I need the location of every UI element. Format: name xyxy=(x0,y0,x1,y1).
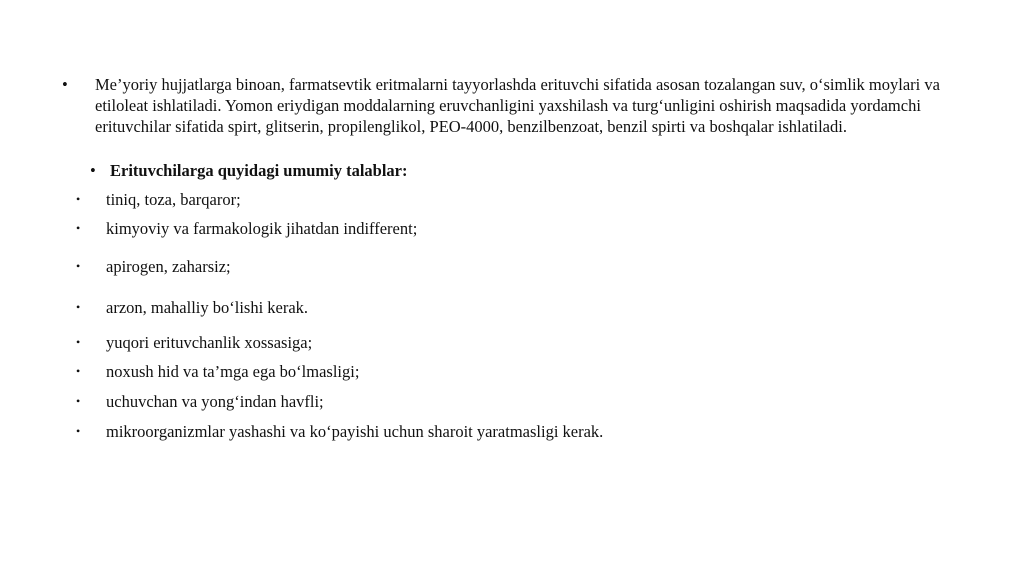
intro-text: Me’yoriy hujjatlarga binoan, farmatsevtik eritmalarni tayyorlashda erituvchi sifatida asosan tozalangan suv, o‘simlik moylari va etiloleat ishlatiladi. Yomon eriydigan moddalarning eruvchanligini yaxshilash va turg‘unligini oshirish maqsadida yordamchi erituvchilar sifatida spirt, glitserin, propilenglikol, PEO-4000, benzilbenzoat, benzil spirti va boshqalar ishlatiladi. xyxy=(95,75,940,136)
requirement-item xyxy=(76,361,359,382)
requirement-item xyxy=(76,421,603,442)
requirement-text: uchuvchan va yong‘indan havfli; xyxy=(106,392,324,411)
intro-paragraph xyxy=(62,74,952,137)
requirements-heading-text: Erituvchilarga quyidagi umumiy talablar: xyxy=(110,161,408,180)
bullet-icon: • xyxy=(76,221,81,235)
requirement-text: kimyoviy va farmakologik jihatdan indifferent; xyxy=(106,219,418,238)
bullet-icon: • xyxy=(62,75,68,94)
requirement-item xyxy=(76,332,312,353)
bullet-icon: • xyxy=(76,192,81,206)
bullet-icon: • xyxy=(76,335,81,349)
requirement-text: yuqori erituvchanlik xossasiga; xyxy=(106,333,313,352)
requirement-text: tiniq, toza, barqaror; xyxy=(106,190,241,209)
bullet-icon: • xyxy=(76,300,81,314)
intro-list xyxy=(62,74,952,137)
bullet-icon: • xyxy=(76,394,81,408)
requirement-item xyxy=(76,256,231,277)
requirement-text: arzon, mahalliy bo‘lishi kerak. xyxy=(106,298,309,317)
bullet-icon: • xyxy=(76,424,81,438)
requirements-heading xyxy=(90,160,407,181)
requirement-item xyxy=(76,391,324,412)
requirement-item xyxy=(76,218,417,239)
requirement-item xyxy=(76,297,308,318)
bullet-icon: • xyxy=(90,161,96,180)
requirement-text: apirogen, zaharsiz; xyxy=(106,257,231,276)
bullet-icon: • xyxy=(76,259,81,273)
requirement-item xyxy=(76,189,241,210)
requirement-text: noxush hid va ta’mga ega bo‘lmasligi; xyxy=(106,362,360,381)
requirement-text: mikroorganizmlar yashashi va ko‘payishi uchun sharoit yaratmasligi kerak. xyxy=(106,422,604,441)
bullet-icon: • xyxy=(76,364,81,378)
